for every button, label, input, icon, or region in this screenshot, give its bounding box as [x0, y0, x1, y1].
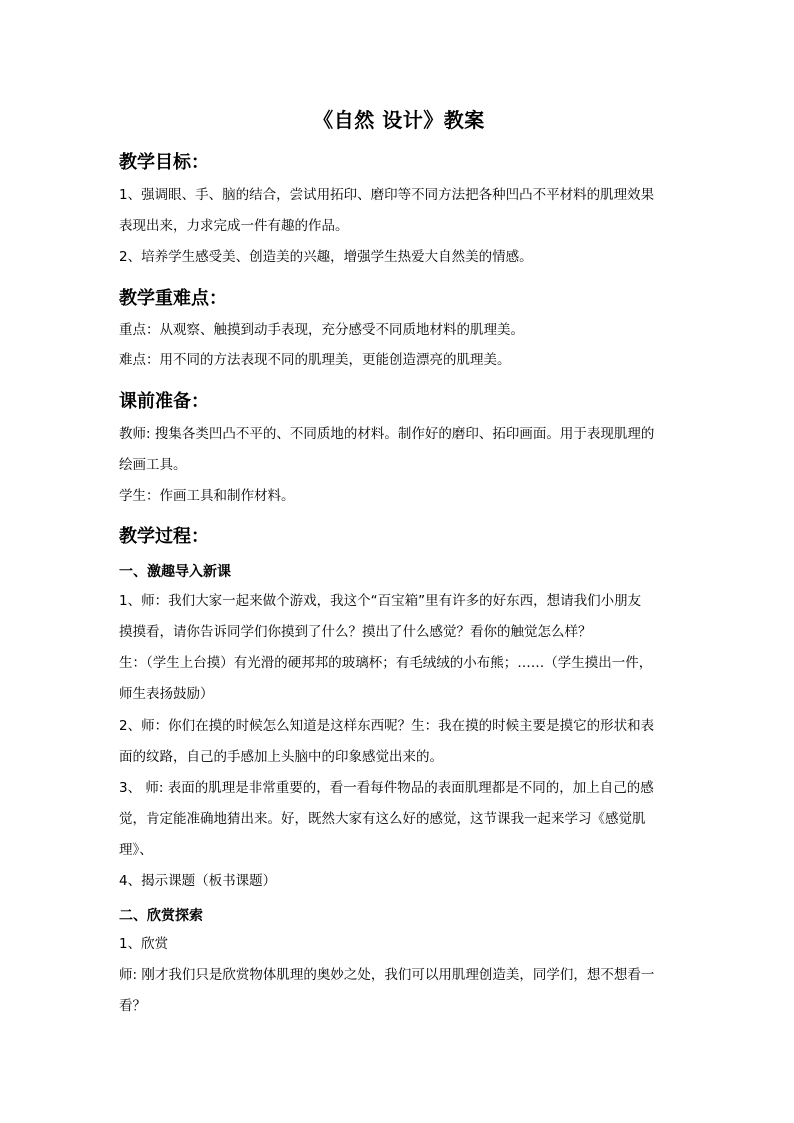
part1-item-1 [119, 586, 679, 648]
text-line: 绘画工具。 [119, 457, 187, 473]
goal-item-1 [119, 180, 679, 242]
part1-item-3 [119, 711, 679, 773]
text-line: 重点：从观察、触摸到动手表现，充分感受不同质地材料的肌理美。 [119, 322, 524, 338]
prep-heading: 课前准备： [119, 391, 209, 412]
goals-heading: 教学目标： [119, 152, 209, 173]
text-line: 师: 刚才我们只是欣赏物体肌理的奥妙之处，我们可以用肌理创造美，同学们，想不想看一 [119, 967, 655, 983]
text-line: 1、强调眼、手、脑的结合，尝试用拓印、磨印等不同方法把各种凹凸不平材料的肌理效果 [119, 187, 655, 203]
text-line: 看？ [119, 998, 146, 1014]
part2-item-1 [119, 929, 679, 960]
key-points-heading: 教学重难点： [119, 288, 227, 309]
text-line: 摸摸看，请你告诉同学们你摸到了什么？摸出了什么感觉？看你的触觉怎么样？ [119, 624, 592, 640]
text-line: 理》、 [119, 842, 153, 858]
process-heading: 教学过程： [119, 526, 209, 547]
part1-item-5 [119, 866, 679, 897]
part1-subheading: 一、激趣导入新课 [119, 564, 231, 580]
part1-item-4 [119, 773, 679, 866]
key-point-item-2 [119, 345, 679, 376]
text-line: 觉，肯定能准确地猜出来。好，既然大家有这么好的感觉，这节课我一起来学习《感觉肌 [119, 811, 646, 827]
part1-item-2 [119, 648, 679, 710]
text-line: 师生表扬鼓励） [119, 686, 214, 702]
text-line: 学生：作画工具和制作材料。 [119, 488, 295, 504]
text-line: 1、师：我们大家一起来做个游戏，我这个“百宝箱”里有许多的好东西，想请我们小朋友 [119, 593, 642, 609]
document-title: 《自然 设计》教案 [313, 108, 485, 132]
text-line: 教师: 搜集各类凹凸不平的、不同质地的材料。制作好的磨印、拓印画面。用于表现肌理的 [119, 426, 655, 442]
text-line: 3、 师: 表面的肌理是非常重要的，看一看每件物品的表面肌理都是不同的，加上自己的感 [119, 780, 654, 796]
text-line: 表现出来，力求完成一件有趣的作品。 [119, 218, 349, 234]
text-line: 面的纹路，自己的手感加上头脑中的印象感觉出来的。 [119, 749, 443, 765]
part2-subheading: 二、欣赏探索 [119, 908, 203, 924]
part2-item-2 [119, 960, 679, 1022]
text-line: 4、揭示课题（板书课题） [119, 873, 277, 889]
text-line: 2、培养学生感受美、创造美的兴趣，增强学生热爱大自然美的情感。 [119, 249, 533, 265]
goal-item-2 [119, 242, 679, 273]
text-line: 生：（学生上台摸）有光滑的硬邦邦的玻璃杯；有毛绒绒的小布熊；……（学生摸出一件， [119, 655, 653, 671]
prep-item-1 [119, 419, 679, 481]
key-point-item-1 [119, 315, 679, 346]
text-line: 2、师：你们在摸的时候怎么知道是这样东西呢？生：我在摸的时候主要是摸它的形状和表 [119, 718, 655, 734]
text-line: 难点：用不同的方法表现不同的肌理美，更能创造漂亮的肌理美。 [119, 352, 511, 368]
text-line: 1、欣赏 [119, 936, 169, 952]
prep-item-2 [119, 481, 679, 512]
